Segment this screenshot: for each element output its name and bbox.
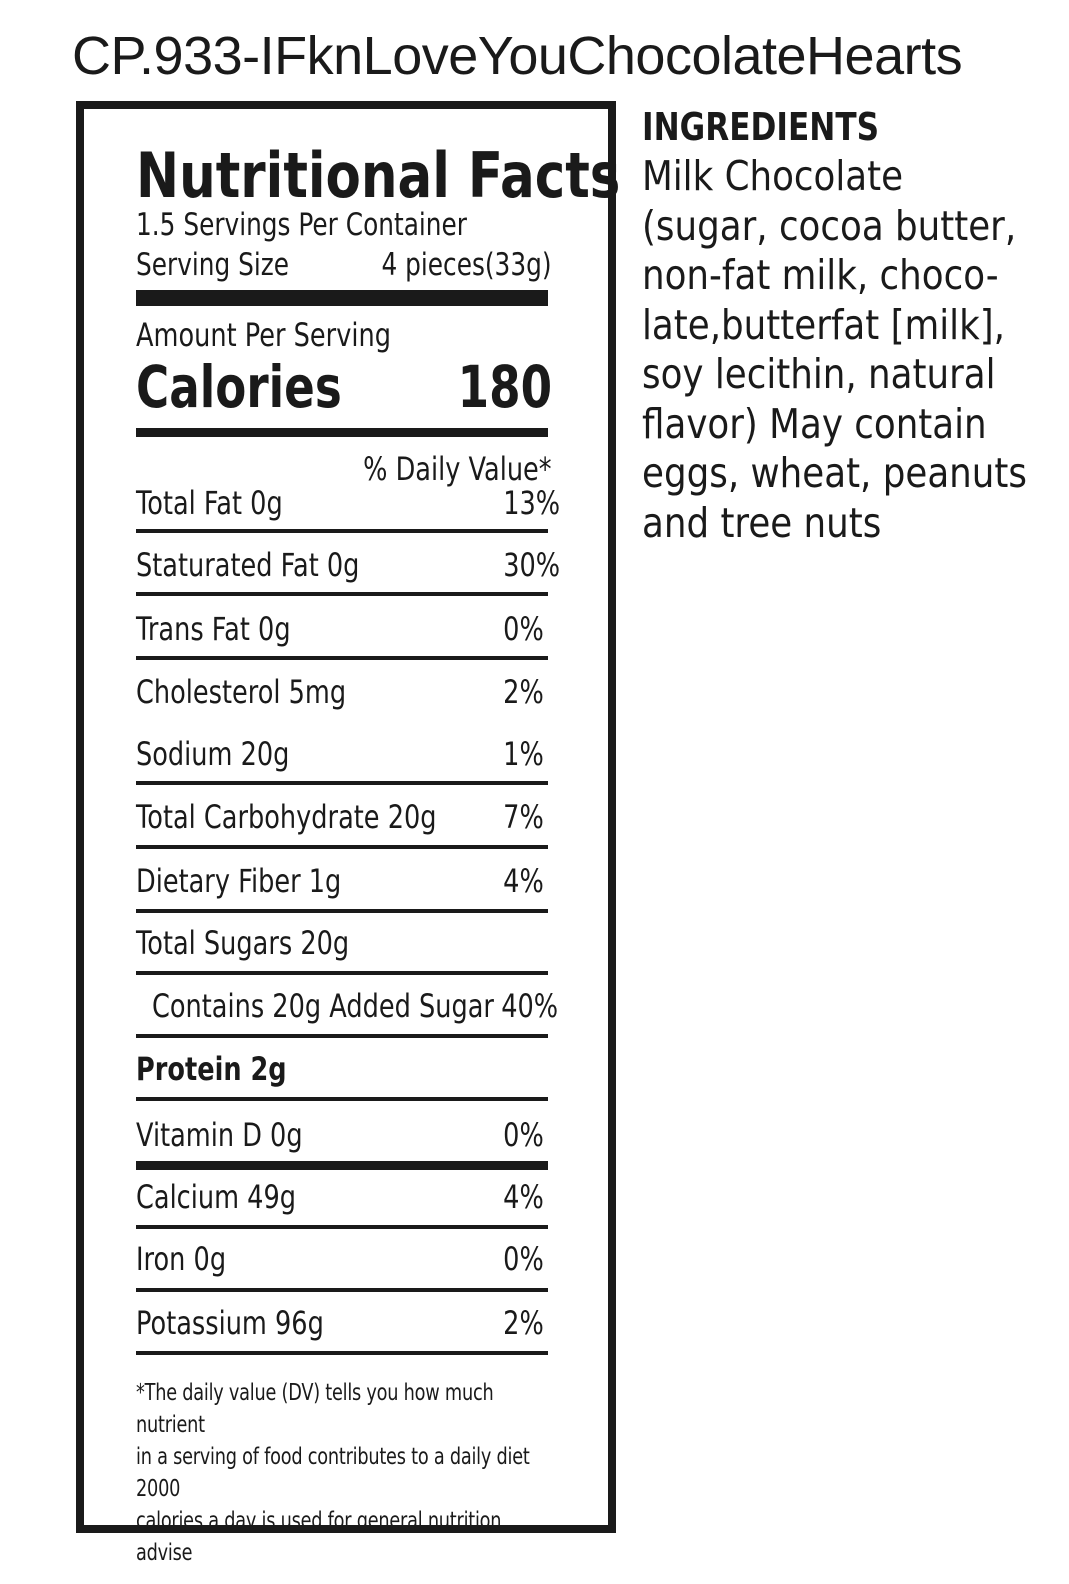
nutrient-label: Total Fat 0g (136, 484, 283, 522)
row-divider (136, 656, 548, 660)
row-divider (136, 971, 548, 975)
row-divider (136, 909, 548, 913)
ingredients-line: flavor) May contain (642, 399, 987, 448)
footnote-line: calories a day is used for general nutrition advise (136, 1508, 502, 1566)
medium-divider (136, 428, 548, 437)
row-divider (136, 1351, 548, 1355)
nutrient-label: Vitamin D 0g (136, 1116, 303, 1154)
footnote (136, 1377, 544, 1569)
ingredients-line: and tree nuts (642, 498, 882, 547)
nutrient-label: Total Sugars 20g (136, 924, 350, 962)
nutrient-label: Sodium 20g (136, 735, 290, 773)
row-divider (136, 1097, 548, 1101)
nutrient-label: Calcium 49g (136, 1178, 296, 1216)
row-divider (136, 845, 548, 849)
ingredients-line: non-fat milk, choco- (642, 251, 999, 299)
page-title: CP.933-IFknLoveYouChocolateHearts (72, 26, 963, 86)
footnote-line: *The daily value (DV) tells you how much nutrient (136, 1380, 494, 1438)
ingredients-line: soy lecithin, natural (642, 350, 996, 398)
nutrition-facts-panel (76, 101, 621, 1566)
ingredients-text (642, 152, 1062, 548)
row-divider (136, 1225, 548, 1229)
nutrient-value: 13% (503, 484, 560, 522)
serving-size-label: Serving Size (136, 247, 290, 283)
thick-row-divider (136, 1161, 548, 1170)
ingredients-line: (sugar, cocoa butter, (642, 201, 1017, 250)
nutrient-value: 4% (503, 1178, 544, 1216)
footnote-line: in a serving of food contributes to a daily diet 2000 (136, 1444, 530, 1502)
nutrient-label: Protein 2g (136, 1050, 287, 1088)
nutrient-label: Trans Fat 0g (136, 610, 291, 648)
ingredients-block (642, 104, 1062, 548)
nutrient-label: Potassium 96g (136, 1304, 324, 1342)
nutrient-value: 40% (501, 987, 558, 1025)
ingredients-line: eggs, wheat, peanuts (642, 449, 1027, 497)
nutrient-value: 0% (503, 1116, 544, 1154)
row-divider (136, 1034, 548, 1038)
ingredients-line: late,butterfat [milk], (642, 300, 1006, 349)
nutrient-label: Contains 20g Added Sugar (152, 987, 494, 1025)
nutrient-value: 1% (503, 735, 544, 773)
nutrient-label: Total Carbohydrate 20g (136, 798, 437, 836)
nutrient-label: Cholesterol 5mg (136, 673, 347, 711)
row-divider (136, 529, 548, 533)
servings-per-container: 1.5 Servings Per Container (136, 207, 467, 243)
row-divider (136, 592, 548, 596)
ingredients-title: INGREDIENTS (642, 105, 880, 149)
thick-divider (136, 290, 548, 306)
daily-value-header: % Daily Value* (363, 450, 552, 488)
nutrient-label: Iron 0g (136, 1240, 227, 1278)
serving-size-value: 4 pieces(33g) (381, 247, 552, 283)
nutrient-value: 7% (503, 798, 544, 836)
nutrition-facts-title: Nutritional Facts (136, 139, 621, 212)
nutrient-value: 2% (503, 673, 544, 711)
amount-per-serving: Amount Per Serving (136, 316, 391, 354)
nutrient-label: Dietary Fiber 1g (136, 862, 342, 900)
nutrient-value: 30% (503, 546, 560, 584)
nutrient-label: Staturated Fat 0g (136, 546, 360, 584)
nutrient-value: 2% (503, 1304, 544, 1342)
nutrient-value: 4% (503, 862, 544, 900)
calories-value: 180 (457, 353, 552, 421)
row-divider (136, 781, 548, 785)
row-divider (136, 1288, 548, 1292)
nutrient-value: 0% (503, 1240, 544, 1278)
ingredients-line: Milk Chocolate (642, 152, 904, 200)
calories-label: Calories (136, 353, 342, 421)
nutrient-value: 0% (503, 610, 544, 648)
